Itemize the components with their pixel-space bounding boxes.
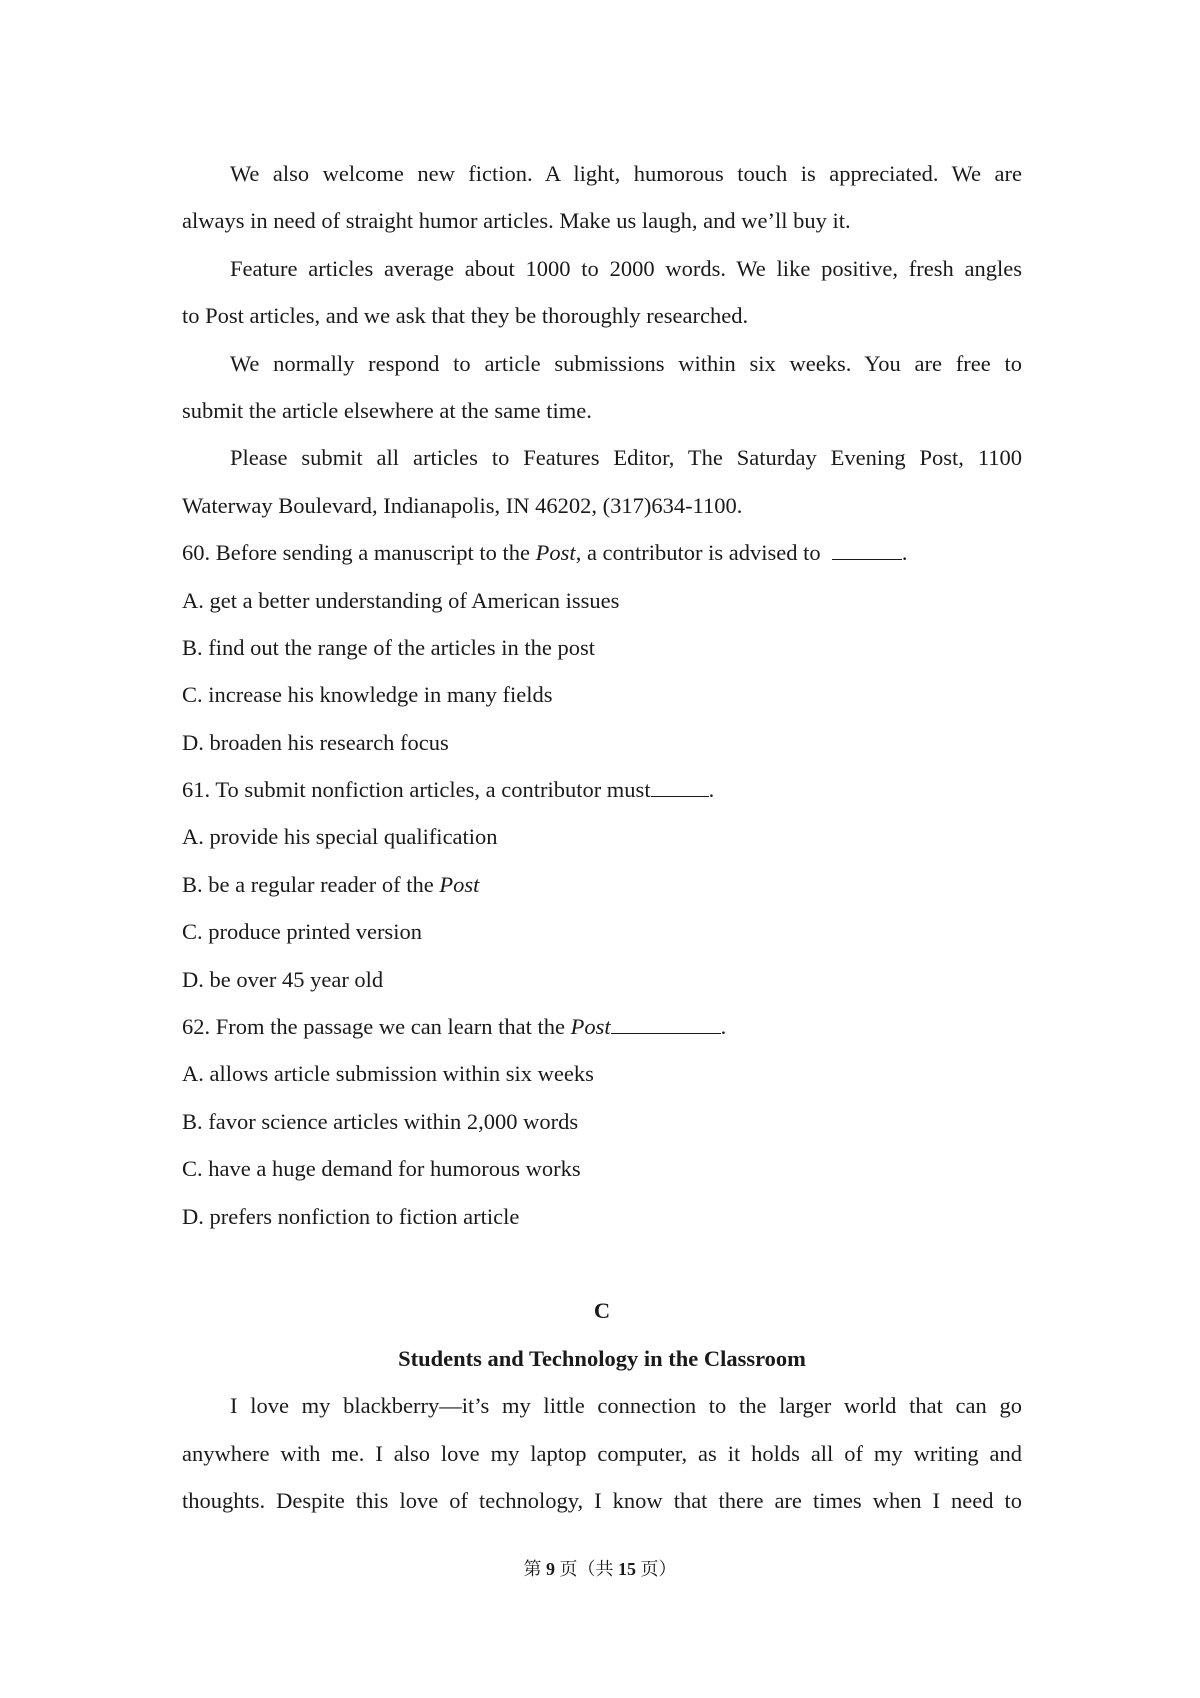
page-content <box>182 150 1022 1524</box>
option-a: A. allows article submission within six weeks <box>182 1061 594 1087</box>
italic-title: Post <box>439 871 480 897</box>
period: . <box>901 540 908 566</box>
answer-blank <box>832 537 902 560</box>
option-text: B. be a regular reader of the <box>182 871 440 897</box>
footer-text: 页（共 <box>555 1559 618 1579</box>
paragraph-line: anywhere with me. I also love my laptop computer, as it holds all of my writing and <box>182 1440 1022 1466</box>
answer-blank <box>611 1011 721 1034</box>
section-spacer <box>182 1240 1022 1287</box>
option-b <box>182 861 1022 908</box>
question-text: 61. To submit nonfiction articles, a contributor must <box>182 777 651 803</box>
option-d: D. be over 45 year old <box>182 966 384 992</box>
paragraph-line: Please submit all articles to Features Editor, The Saturday Evening Post, 1100 <box>230 445 1022 471</box>
footer-text: 页） <box>636 1559 677 1579</box>
option-c: C. increase his knowledge in many fields <box>182 682 553 708</box>
footer-text: 第 <box>523 1559 546 1579</box>
paragraph-line: Feature articles average about 1000 to 2000 words. We like positive, fresh angles <box>230 255 1022 281</box>
italic-title: Post <box>570 1014 611 1040</box>
paragraph-line: I love my blackberry—it’s my little connection to the larger world that can go <box>230 1393 1022 1419</box>
question-text: 62. From the passage we can learn that the <box>182 1014 571 1040</box>
question-62-stem <box>182 1003 1022 1050</box>
period: . <box>708 777 715 803</box>
option-d: D. prefers nonfiction to fiction article <box>182 1203 520 1229</box>
question-text: 60. Before sending a manuscript to the <box>182 540 536 566</box>
question-60-stem <box>182 529 1022 576</box>
option-c: C. have a huge demand for humorous works <box>182 1156 581 1182</box>
paragraph-line: We also welcome new fiction. A light, humorous touch is appreciated. We are <box>230 161 1022 186</box>
page-footer <box>0 1555 1200 1581</box>
italic-title: Post <box>535 540 576 566</box>
option-b: B. find out the range of the articles in the post <box>182 634 596 660</box>
answer-blank <box>651 774 709 797</box>
paragraph-line: Waterway Boulevard, Indianapolis, IN 46202, (317)634-1100. <box>182 492 743 518</box>
question-61-stem <box>182 766 1022 813</box>
paragraph-line: always in need of straight humor articles. Make us laugh, and we’ll buy it. <box>182 208 851 234</box>
option-c: C. produce printed version <box>182 919 422 945</box>
question-text: , a contributor is advised to <box>575 540 821 566</box>
option-d: D. broaden his research focus <box>182 729 449 755</box>
paragraph-line: to Post articles, and we ask that they be thoroughly researched. <box>182 303 749 329</box>
paragraph-line: thoughts. Despite this love of technology, I know that there are times when I need to <box>182 1487 1022 1513</box>
paragraph-line: We normally respond to article submissions within six weeks. You are free to <box>230 350 1022 376</box>
passage-title: Students and Technology in the Classroom <box>398 1345 806 1371</box>
paragraph-line: submit the article elsewhere at the same time. <box>182 397 592 423</box>
period: . <box>720 1014 727 1040</box>
option-b: B. favor science articles within 2,000 words <box>182 1108 579 1134</box>
option-a: A. get a better understanding of American issues <box>182 587 620 613</box>
total-pages: 15 <box>618 1559 636 1579</box>
option-a: A. provide his special qualification <box>182 824 498 850</box>
section-letter: C <box>593 1298 611 1324</box>
page-number: 9 <box>546 1559 555 1579</box>
